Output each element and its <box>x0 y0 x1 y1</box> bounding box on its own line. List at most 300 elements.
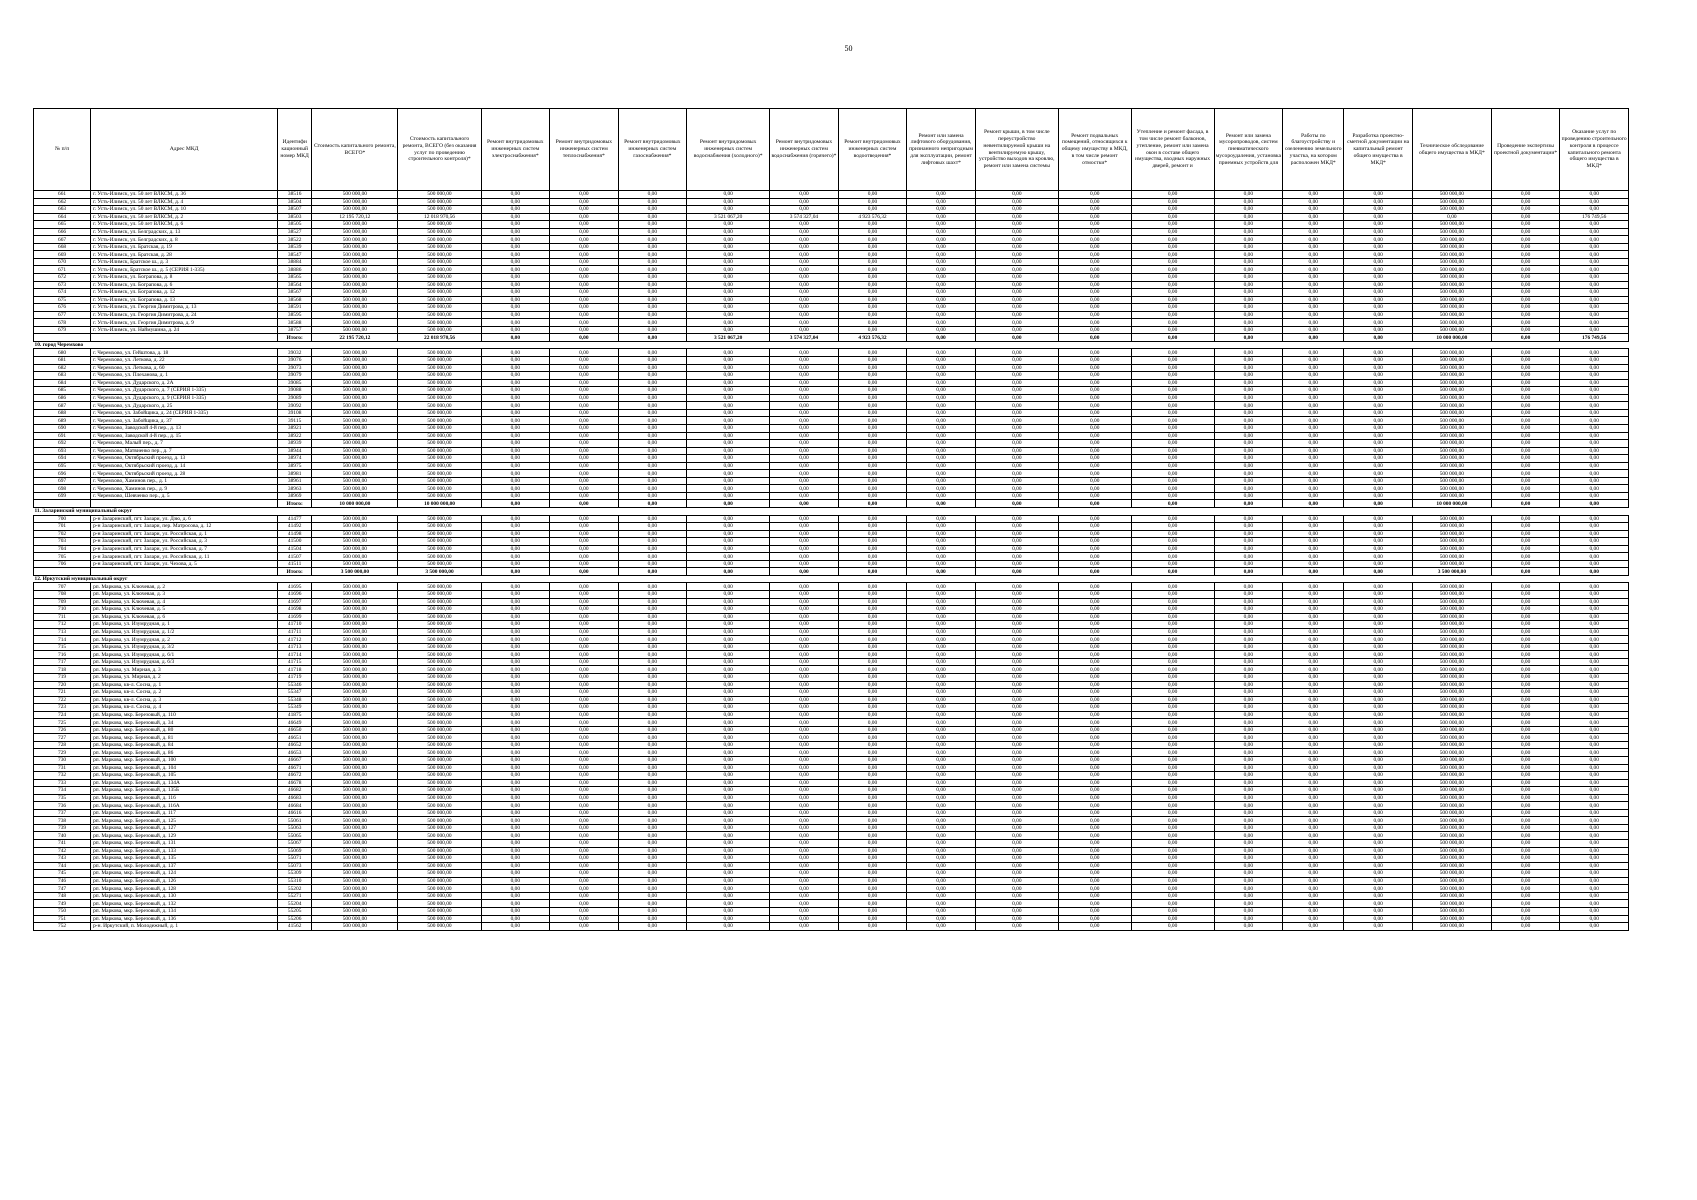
table-cell: 500 000,00 <box>1412 387 1491 395</box>
table-cell: 0,00 <box>1214 892 1283 900</box>
table-cell: 0,00 <box>1058 741 1131 749</box>
table-cell: 500 000,00 <box>1412 394 1491 402</box>
table-cell: 0,00 <box>975 198 1058 206</box>
table-cell: 0,00 <box>550 191 619 199</box>
table-cell: 0,00 <box>1491 349 1560 357</box>
table-cell: 0,00 <box>481 772 550 780</box>
table-cell: 0,00 <box>770 643 839 651</box>
table-cell: 0,00 <box>838 258 907 266</box>
table-cell: 0,00 <box>770 621 839 629</box>
table-cell: 0,00 <box>481 258 550 266</box>
table-cell: 0,00 <box>1131 794 1214 802</box>
table-cell: 38504 <box>278 198 312 206</box>
table-row <box>34 553 1629 561</box>
table-cell: 0,00 <box>1283 372 1344 380</box>
table-cell: 0,00 <box>1491 749 1560 757</box>
table-cell: г. Черемхово, Октябрьский проезд, д. 13 <box>91 455 278 463</box>
table-cell: 38975 <box>278 462 312 470</box>
table-cell: 55349 <box>278 704 312 712</box>
table-cell: 0,00 <box>1283 568 1344 576</box>
table-cell: 0,00 <box>770 862 839 870</box>
table-cell: 0,00 <box>1131 772 1214 780</box>
table-cell: 0,00 <box>770 402 839 410</box>
table-cell: 0,00 <box>1058 892 1131 900</box>
table-cell: 0,00 <box>1058 530 1131 538</box>
table-cell: 0,00 <box>975 651 1058 659</box>
table-cell: 0,00 <box>550 523 619 531</box>
table-cell: 0,00 <box>1560 787 1629 795</box>
table-cell: 0,00 <box>618 741 687 749</box>
table-cell: 0,00 <box>770 394 839 402</box>
table-cell: 0,00 <box>1058 809 1131 817</box>
table-cell: 0,00 <box>975 251 1058 259</box>
table-cell: 500 000,00 <box>398 636 481 644</box>
table-cell: 0,00 <box>1058 394 1131 402</box>
table-cell: 0,00 <box>975 870 1058 878</box>
table-cell: 500 000,00 <box>312 613 398 621</box>
table-cell: 0,00 <box>1058 492 1131 500</box>
table-cell: 0,00 <box>907 598 976 606</box>
table-cell: 0,00 <box>1131 553 1214 561</box>
table-cell: 0,00 <box>1283 809 1344 817</box>
column-header: Утепление и ремонт фасада, в том числе ремонт балконов, утепление, ремонт или замена окон в составе общего имущества, входных наружных дверей, ремонт и <box>1131 109 1214 191</box>
table-cell: 500 000,00 <box>398 311 481 319</box>
table-cell: 0,00 <box>618 855 687 863</box>
table-row <box>34 191 1629 199</box>
table-cell: 0,00 <box>1491 243 1560 251</box>
table-cell: 0,00 <box>618 764 687 772</box>
table-cell: 500 000,00 <box>312 711 398 719</box>
table-cell: 0,00 <box>618 470 687 478</box>
table-cell: рп. Маркова, мкр. Березовый, д. 129 <box>91 832 278 840</box>
table-cell: 0,00 <box>1214 689 1283 697</box>
table-cell: 0,00 <box>1214 651 1283 659</box>
table-cell: 0,00 <box>907 613 976 621</box>
table-row <box>34 258 1629 266</box>
table-cell: 0,00 <box>770 455 839 463</box>
table-cell: 0,00 <box>1560 704 1629 712</box>
table-cell: 500 000,00 <box>1412 364 1491 372</box>
table-cell: 0,00 <box>550 311 619 319</box>
table-cell: 0,00 <box>907 636 976 644</box>
table-cell: 500 000,00 <box>1412 704 1491 712</box>
table-cell: 0,00 <box>1560 191 1629 199</box>
table-cell: 0,00 <box>838 802 907 810</box>
table-cell: г. Усть-Илимск, ул. 50 лет ВЛКСМ, д. 36 <box>91 191 278 199</box>
table-cell: 0,00 <box>1058 719 1131 727</box>
table-cell: 0,00 <box>975 824 1058 832</box>
table-cell: 38981 <box>278 470 312 478</box>
table-cell: 0,00 <box>1560 847 1629 855</box>
table-cell: 500 000,00 <box>312 749 398 757</box>
table-cell: 41712 <box>278 636 312 644</box>
table-cell: 744 <box>34 862 91 870</box>
table-cell: 0,00 <box>1131 485 1214 493</box>
table-cell: 500 000,00 <box>1412 553 1491 561</box>
table-cell: 0,00 <box>770 417 839 425</box>
table-cell: 0,00 <box>618 500 687 508</box>
table-cell: 41697 <box>278 598 312 606</box>
table-cell: 0,00 <box>1560 636 1629 644</box>
table-cell: 0,00 <box>1560 447 1629 455</box>
column-header: Ремонт внутридомовых инженерных систем водоснабжения (холодного)* <box>687 109 770 191</box>
table-cell: р-н Заларинский, пгт. Залари, ул. Российская, д. 7 <box>91 545 278 553</box>
table-cell: 0,00 <box>1131 636 1214 644</box>
table-cell: 0,00 <box>1058 477 1131 485</box>
table-cell: 46671 <box>278 764 312 772</box>
table-cell: 0,00 <box>1214 432 1283 440</box>
table-cell: 0,00 <box>1283 757 1344 765</box>
table-cell: 0,00 <box>1058 206 1131 214</box>
table-cell: 0,00 <box>550 538 619 546</box>
table-cell: рп. Маркова, мкр. Березовый, д. 117 <box>91 809 278 817</box>
table-cell: 0,00 <box>838 447 907 455</box>
table-cell: 3 521 067,20 <box>687 213 770 221</box>
table-cell: 0,00 <box>770 809 839 817</box>
table-cell: 500 000,00 <box>312 840 398 848</box>
table-cell: 0,00 <box>838 319 907 327</box>
table-cell: 0,00 <box>1131 296 1214 304</box>
table-cell: 0,00 <box>1058 417 1131 425</box>
table-cell: 0,00 <box>1283 274 1344 282</box>
table-cell: 0,00 <box>975 485 1058 493</box>
table-cell: 0,00 <box>481 402 550 410</box>
table-cell: 0,00 <box>1283 258 1344 266</box>
table-cell: 0,00 <box>1131 560 1214 568</box>
column-header: Идентифи кационный номер МКД <box>278 109 312 191</box>
table-cell: 0,00 <box>1283 530 1344 538</box>
table-cell: 0,00 <box>1344 447 1413 455</box>
table-cell: рп. Маркова, ул. Ключевая, д. 6 <box>91 613 278 621</box>
table-cell: 500 000,00 <box>312 779 398 787</box>
table-cell: 0,00 <box>550 470 619 478</box>
table-cell: 0,00 <box>838 757 907 765</box>
table-cell: 0,00 <box>1283 349 1344 357</box>
table-cell: 0,00 <box>618 387 687 395</box>
table-cell: 0,00 <box>770 198 839 206</box>
table-cell: 0,00 <box>1131 470 1214 478</box>
table-cell: 0,00 <box>975 855 1058 863</box>
table-cell: 0,00 <box>1560 274 1629 282</box>
table-cell: 500 000,00 <box>1412 779 1491 787</box>
table-cell: 0,00 <box>770 787 839 795</box>
table-cell: 0,00 <box>1131 538 1214 546</box>
table-cell: 671 <box>34 266 91 274</box>
table-cell: 739 <box>34 824 91 832</box>
table-cell: 0,00 <box>1058 349 1131 357</box>
table-cell: 0,00 <box>1344 598 1413 606</box>
table-cell: 0,00 <box>1131 809 1214 817</box>
column-header: Оказание услуг по проведению строительного контроля в процессе капитального ремонта общего имущества в МКД* <box>1560 109 1629 191</box>
table-cell: 0,00 <box>550 885 619 893</box>
table-cell: 500 000,00 <box>398 296 481 304</box>
table-cell: 0,00 <box>1058 923 1131 931</box>
column-header: Адрес МКД <box>91 109 278 191</box>
table-cell: 38963 <box>278 485 312 493</box>
table-cell: 500 000,00 <box>312 281 398 289</box>
table-cell: 0,00 <box>1560 757 1629 765</box>
table-cell: 500 000,00 <box>312 900 398 908</box>
table-cell: 0,00 <box>550 628 619 636</box>
table-cell: г. Черемхово, ул. Дударского, д. 9 (СЕРИЯ 1-335) <box>91 394 278 402</box>
table-cell: 0,00 <box>1344 206 1413 214</box>
table-cell: 0,00 <box>1283 628 1344 636</box>
table-cell: 0,00 <box>907 251 976 259</box>
table-cell: 38507 <box>278 206 312 214</box>
table-cell: 500 000,00 <box>398 704 481 712</box>
table-cell: 0,00 <box>1283 319 1344 327</box>
table-cell: 0,00 <box>550 228 619 236</box>
table-cell: 0,00 <box>618 372 687 380</box>
table-cell: 0,00 <box>838 191 907 199</box>
table-cell: 500 000,00 <box>398 236 481 244</box>
table-row <box>34 817 1629 825</box>
table-row <box>34 636 1629 644</box>
table-cell: 673 <box>34 281 91 289</box>
table-cell: 38886 <box>278 266 312 274</box>
table-cell: рп. Маркова, кв-л. Сосна, д. 3 <box>91 696 278 704</box>
table-cell: 38505 <box>278 221 312 229</box>
table-row <box>34 598 1629 606</box>
table-cell: 500 000,00 <box>1412 560 1491 568</box>
table-cell: 38539 <box>278 243 312 251</box>
table-cell: 500 000,00 <box>398 394 481 402</box>
table-cell: 0,00 <box>1214 674 1283 682</box>
table-cell: 0,00 <box>1560 643 1629 651</box>
table-cell: г. Усть-Илимск, ул. Братская, д. 28 <box>91 251 278 259</box>
table-cell: 0,00 <box>907 704 976 712</box>
table-cell: рп. Маркова, мкр. Березовый, д. 104 <box>91 764 278 772</box>
table-cell: 0,00 <box>1491 251 1560 259</box>
table-row <box>34 387 1629 395</box>
table-cell: 0,00 <box>1058 402 1131 410</box>
table-cell: 0,00 <box>1058 689 1131 697</box>
table-cell: 0,00 <box>975 334 1058 342</box>
table-cell: 675 <box>34 296 91 304</box>
table-row <box>34 251 1629 259</box>
table-cell: 0,00 <box>687 628 770 636</box>
table-cell: 0,00 <box>975 440 1058 448</box>
table-cell: 0,00 <box>1283 515 1344 523</box>
table-cell: 0,00 <box>838 862 907 870</box>
table-row <box>34 266 1629 274</box>
section-header-row <box>34 507 1629 515</box>
table-cell: 0,00 <box>1058 326 1131 334</box>
table-cell: 0,00 <box>907 296 976 304</box>
table-cell: 0,00 <box>1491 870 1560 878</box>
table-cell: 0,00 <box>550 666 619 674</box>
table-cell: 0,00 <box>1283 583 1344 591</box>
table-cell: 500 000,00 <box>398 470 481 478</box>
table-cell: 41713 <box>278 643 312 651</box>
table-cell: 0,00 <box>687 923 770 931</box>
table-cell: 0,00 <box>1491 824 1560 832</box>
table-cell: 0,00 <box>1214 206 1283 214</box>
table-cell: 500 000,00 <box>312 757 398 765</box>
table-cell: 0,00 <box>838 417 907 425</box>
table-cell: 0,00 <box>618 538 687 546</box>
table-row <box>34 613 1629 621</box>
table-cell: 500 000,00 <box>398 198 481 206</box>
table-cell: 0,00 <box>687 643 770 651</box>
table-cell: 39073 <box>278 364 312 372</box>
table-cell: 500 000,00 <box>1412 455 1491 463</box>
table-cell: 734 <box>34 787 91 795</box>
table-cell: г. Усть-Илимск, ул. Георгия Димитрова, д. 9 <box>91 319 278 327</box>
table-cell: 0,00 <box>1344 387 1413 395</box>
table-cell: 0,00 <box>838 772 907 780</box>
table-cell: 22 195 720,12 <box>312 334 398 342</box>
table-cell: 0,00 <box>907 236 976 244</box>
table-row <box>34 440 1629 448</box>
table-cell: 0,00 <box>618 689 687 697</box>
table-cell: 0,00 <box>1344 606 1413 614</box>
table-cell: 0,00 <box>1058 372 1131 380</box>
table-cell: г. Усть-Илимск, ул. 50 лет ВЛКСМ, д. 4 <box>91 198 278 206</box>
table-cell: 0,00 <box>770 289 839 297</box>
table-cell: 500 000,00 <box>312 402 398 410</box>
table-cell: рп. Маркова, мкр. Березовый, д. 105 <box>91 772 278 780</box>
table-cell: рп. Маркова, кв-л. Сосна, д. 2 <box>91 689 278 697</box>
table-cell: 0,00 <box>770 772 839 780</box>
table-cell: 0,00 <box>481 477 550 485</box>
table-cell: 0,00 <box>1491 296 1560 304</box>
table-cell: 0,00 <box>550 485 619 493</box>
table-cell: 0,00 <box>618 402 687 410</box>
table-cell: 0,00 <box>550 583 619 591</box>
table-cell: 0,00 <box>838 387 907 395</box>
table-cell: 0,00 <box>975 409 1058 417</box>
table-cell: 0,00 <box>770 492 839 500</box>
table-cell: 0,00 <box>687 915 770 923</box>
table-cell: 752 <box>34 923 91 931</box>
table-cell: 0,00 <box>550 862 619 870</box>
table-cell: г. Черемхово, ул. Леткова, д. 22 <box>91 357 278 365</box>
table-cell: 0,00 <box>1131 213 1214 221</box>
table-cell: 0,00 <box>770 681 839 689</box>
table-cell: 0,00 <box>838 628 907 636</box>
table-cell: 0,00 <box>1344 243 1413 251</box>
table-cell: 0,00 <box>975 757 1058 765</box>
table-cell: 38939 <box>278 440 312 448</box>
table-cell: 39089 <box>278 394 312 402</box>
table-cell: 0,00 <box>1283 802 1344 810</box>
section-title: 11. Заларинский муниципальный округ <box>34 507 1629 515</box>
table-cell: г. Усть-Илимск, ул. Георгия Димитрова, д. 24 <box>91 311 278 319</box>
table-cell: 0,00 <box>1344 334 1413 342</box>
table-cell: 0,00 <box>838 636 907 644</box>
table-cell: 0,00 <box>1560 357 1629 365</box>
table-cell: 0,00 <box>550 198 619 206</box>
table-row <box>34 840 1629 848</box>
table-cell: 55061 <box>278 817 312 825</box>
table-cell: 0,00 <box>907 583 976 591</box>
table-cell: 0,00 <box>975 394 1058 402</box>
table-cell: 0,00 <box>838 613 907 621</box>
table-cell: 500 000,00 <box>398 741 481 749</box>
table-cell: 500 000,00 <box>1412 772 1491 780</box>
table-cell: 0,00 <box>1131 757 1214 765</box>
table-cell: 0,00 <box>1283 334 1344 342</box>
table-cell: 733 <box>34 779 91 787</box>
table-cell: 0,00 <box>1283 462 1344 470</box>
table-cell: 0,00 <box>1058 266 1131 274</box>
table-cell: Итого: <box>278 568 312 576</box>
table-cell: 500 000,00 <box>398 621 481 629</box>
table-cell: 0,00 <box>618 862 687 870</box>
table-cell: 0,00 <box>975 741 1058 749</box>
table-cell: 0,00 <box>1283 726 1344 734</box>
table-cell: 500 000,00 <box>398 349 481 357</box>
table-cell: 0,00 <box>618 334 687 342</box>
table-cell: 500 000,00 <box>398 304 481 312</box>
table-cell: 0,00 <box>618 734 687 742</box>
table-row <box>34 862 1629 870</box>
table-cell: 0,00 <box>1560 266 1629 274</box>
table-cell: 0,00 <box>481 357 550 365</box>
table-cell: 500 000,00 <box>312 326 398 334</box>
table-cell: г. Усть-Илимск, ул. Бограпова, д. 6 <box>91 281 278 289</box>
table-cell: 500 000,00 <box>1412 757 1491 765</box>
table-row <box>34 628 1629 636</box>
table-cell: 0,00 <box>1058 772 1131 780</box>
table-cell: рп. Маркова, мкр. Березовый, д. 34 <box>91 719 278 727</box>
table-cell: 38527 <box>278 228 312 236</box>
table-cell: 0,00 <box>1344 274 1413 282</box>
table-cell: 0,00 <box>1344 907 1413 915</box>
table-cell: 0,00 <box>687 545 770 553</box>
table-row <box>34 590 1629 598</box>
table-cell: 0,00 <box>618 424 687 432</box>
table-row <box>34 432 1629 440</box>
table-cell: 0,00 <box>618 409 687 417</box>
table-cell: 500 000,00 <box>398 832 481 840</box>
table-cell: 0,00 <box>481 213 550 221</box>
table-cell: 0,00 <box>770 191 839 199</box>
table-cell: 0,00 <box>1283 492 1344 500</box>
table-cell: 0,00 <box>975 658 1058 666</box>
table-cell: 0,00 <box>770 560 839 568</box>
table-cell: 0,00 <box>907 394 976 402</box>
table-cell: 0,00 <box>1491 191 1560 199</box>
table-cell: 668 <box>34 243 91 251</box>
table-cell: 0,00 <box>1131 394 1214 402</box>
table-cell: 0,00 <box>687 326 770 334</box>
table-cell: 0,00 <box>481 409 550 417</box>
table-cell: 500 000,00 <box>1412 304 1491 312</box>
table-cell: 0,00 <box>481 326 550 334</box>
table-cell: 0,00 <box>1214 296 1283 304</box>
table-cell: рп. Маркова, мкр. Березовый, д. 110 <box>91 711 278 719</box>
table-cell: 0,00 <box>975 726 1058 734</box>
table-cell: 0,00 <box>907 809 976 817</box>
table-cell: 0,00 <box>481 319 550 327</box>
table-cell: 0,00 <box>481 424 550 432</box>
table-cell: 0,00 <box>1058 432 1131 440</box>
table-cell: 0,00 <box>1344 870 1413 878</box>
table-cell: 0,00 <box>550 741 619 749</box>
table-cell: 0,00 <box>1491 915 1560 923</box>
table-cell: 696 <box>34 470 91 478</box>
table-cell: 500 000,00 <box>398 870 481 878</box>
table-cell: 0,00 <box>770 500 839 508</box>
table-cell: 0,00 <box>770 523 839 531</box>
table-cell: рп. Маркова, мкр. Березовый, д. 128 <box>91 885 278 893</box>
table-cell: 0,00 <box>481 802 550 810</box>
table-cell: 500 000,00 <box>1412 794 1491 802</box>
table-row <box>34 417 1629 425</box>
table-cell: 500 000,00 <box>312 817 398 825</box>
